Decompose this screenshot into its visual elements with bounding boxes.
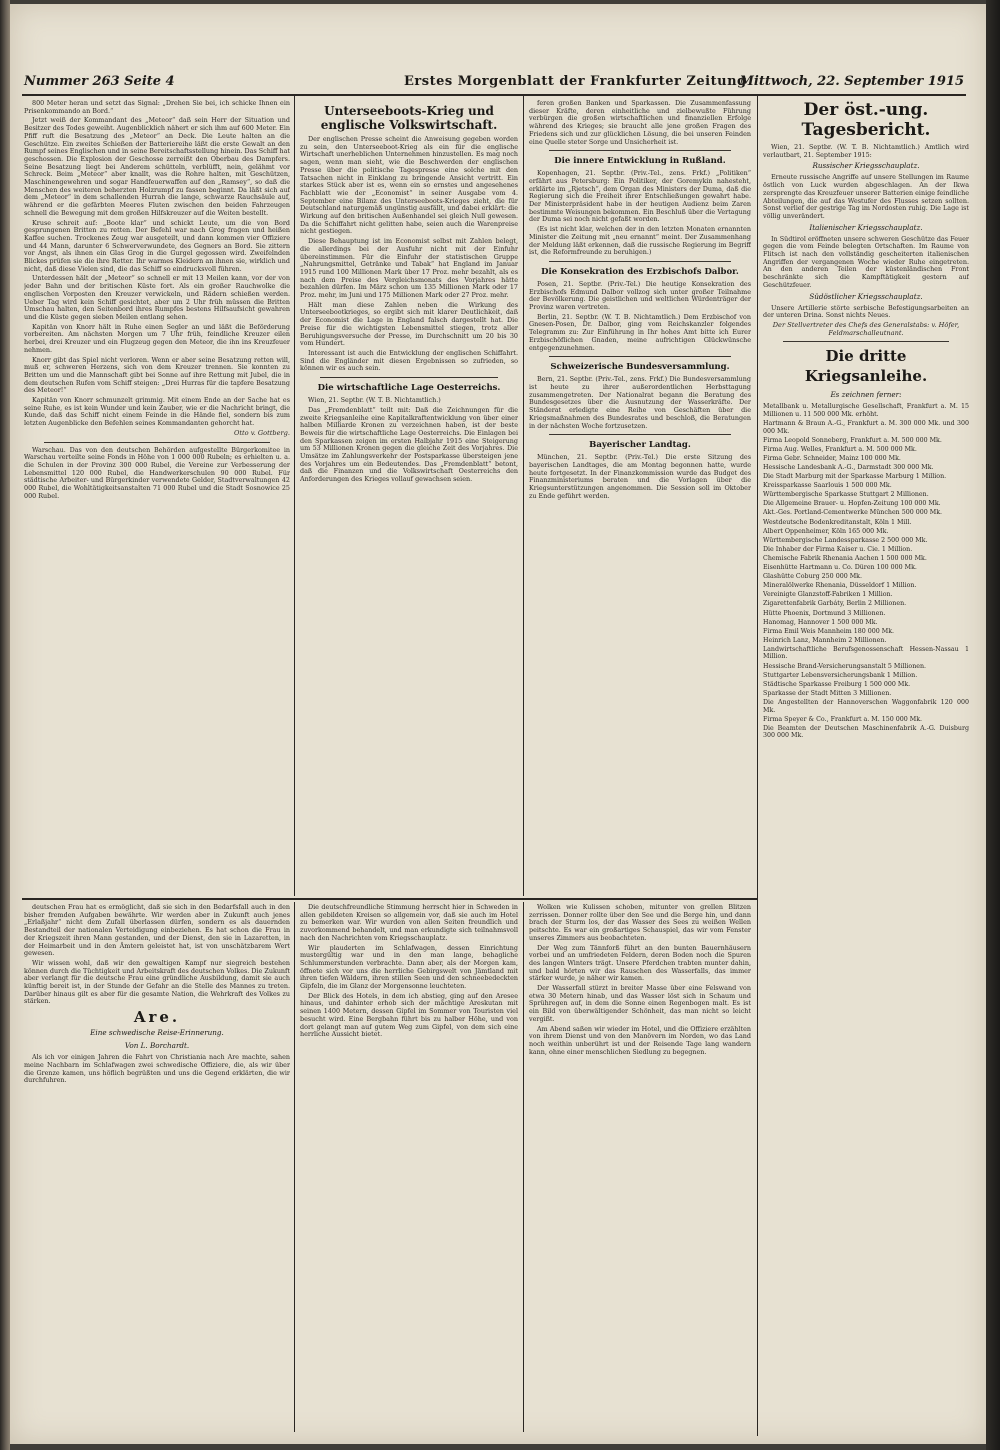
subscriber-entry: Die Inhaber der Firma Kaiser u. Cie. 1 Million. (763, 545, 913, 553)
article-paragraph: Wolken wie Kulissen schoben, mitunter von grellen Blitzen zerrissen. Donner rollte über den See und die Berge hin, und dann brach der Sturm los, der das Wasser des Sees zu weißen Wellen peitschte. Es war ein großartiges Schauspiel, das wir vom Fenster unseres Zimmers aus beobachteten. (529, 904, 751, 942)
subscriber-entry: Eisenhütte Hartmann u. Co. Düren 100 000 Mk. (763, 564, 917, 572)
column-rule (757, 96, 758, 1436)
article-paragraph: Wir wissen wohl, daß wir den gewaltigen Kampf nur siegreich bestehen können durch die Tüchtigkeit und Arbeitskraft des deutschen Volkes. Die Zukunft aber verlangt für die deutsche Frau eine gründliche Ausbildung, damit sie auch künftig bereit ist, in der Stunde der Gefahr an die Stelle des Mannes zu treten. Darüber hinaus gilt es aber für die gesamte Nation, die Wehrkraft des Volkes zu stärken. (24, 958, 290, 1006)
subscriber-entry: Firma Emil Weis Mannheim 180 000 Mk. (763, 627, 895, 635)
section-heading: Südöstlicher Kriegsschauplatz. (809, 291, 923, 301)
subscriber-entry: Kreissparkasse Saarlouis 1 500 000 Mk. (763, 482, 892, 490)
separator (549, 356, 731, 357)
subscriber-entry: Westdeutsche Bodenkreditanstalt, Köln 1 Mill. (763, 518, 912, 526)
article-paragraph: Interessant ist auch die Entwicklung der englischen Schiffahrt. Sind die Engländer mit diesen Ergebnissen so zufrieden, so können wir es auch sein. (300, 348, 518, 373)
article-column-2 (300, 100, 518, 895)
subscriber-entry: Chemische Fabrik Rhenania Aachen 1 500 000 Mk. (763, 554, 927, 562)
subscriber-entry: Sparkasse der Stadt Mitten 3 Millionen. (763, 689, 892, 697)
subscriber-entry: Albert Oppenheimer, Köln 165 000 Mk. (763, 527, 889, 535)
masthead (24, 72, 964, 92)
article-column-1 (24, 100, 290, 895)
subscriber-entry: Die Stadt Marburg mit der Sparkasse Marburg 1 Million. (763, 473, 947, 481)
article-paragraph: Der Weg zum Tännforß führt an den bunten Bauernhäusern vorbei und an umfriedeten Feldern, deren Boden noch die Spuren des langen Winters trägt. Unsere Pferdchen trabten munter dahin, und bald hörten wir das Rauschen des Wasserfalls, das immer stärker wurde, je näher wir kamen. (529, 943, 751, 983)
article-headline: Die dritte Kriegsanleihe. (804, 347, 928, 386)
article-headline: Die wirtschaftliche Lage Oesterreichs. (317, 383, 501, 394)
article-headline: Die innere Entwicklung in Rußland. (554, 156, 726, 167)
article-paragraph: Der englischen Presse scheint die Anweisung gegeben worden zu sein, den Unterseeboot-Krieg als ein für die englische Wirtschaft unerheblichen Unternehmen hinzustellen. Es mag noch sagen, wenn man sieht, wie die Beschwerden der englischen Presse über die politische Tagespresse eine solche mit den Tatsachen nicht in Einklang zu bringende Ansicht vertritt. Ein starkes Stück aber ist es, wenn ein so ernstes und angesehenes Fachblatt wie der „Economist“ in seiner Ausgabe vom 4. September eine Bilanz des Unterseeboots-Krieges zieht, die für Deutschland naturgemäß ungünstig ausfällt, und dabei erklärt: die Wirkung auf den britischen Außenhandel sei gleich Null gewesen. Da die Schiffahrt nicht gelitten habe, seien auch die Warenpreise nicht gestiegen. (300, 135, 518, 236)
subscriber-entry: Die Allgemeine Brauer- u. Hopfen-Zeitung 100 000 Mk. (763, 500, 941, 508)
subscriber-entry: Mineralölwerke Rhenania, Düsseldorf 1 Million. (763, 582, 917, 590)
article-headline: Der öst.-ung. Tagesbericht. (801, 100, 931, 140)
article-paragraph: Wir plauderten im Schlafwagen, dessen Einrichtung mustergültig war und in den man lange, behagliche Schlummerstunden verbrachte. Dann aber, als der Morgen kam, öffnete sich vor uns die herrliche Gebirgswelt von Jämtland mit ihren tiefen Wäldern, ihren stillen Seen und den schneebedeckten Gipfeln, die im Glanz der Morgensonne leuchteten. (300, 943, 518, 991)
separator (783, 341, 949, 342)
article-column-3 (529, 100, 751, 895)
feuilleton-author: Von L. Borchardt. (124, 1041, 190, 1051)
article-paragraph: Die deutschfreundliche Stimmung herrscht hier in Schweden in allen gebildeten Kreisen so allgemein vor, daß sie auch im Hotel zu bemerken war. Wir wurden von allen Seiten freundlich und zuvorkommend behandelt, und man erkundigte sich teilnahmsvoll nach den Nachrichten vom Kriegsschauplatz. (300, 904, 518, 942)
article-paragraph: Am Abend saßen wir wieder im Hotel, und die Offiziere erzählten von ihrem Dienst und von den Manövern im Norden, wo das Land noch weithin unberührt ist und der Reisende Tage lang wandern kann, ohne einer menschlichen Siedlung zu begegnen. (529, 1024, 751, 1056)
feuilleton-title: Are. (133, 1008, 181, 1027)
subscriber-entry: Hütte Phoenix, Dortmund 3 Millionen. (763, 609, 886, 617)
issue-number: Nummer 263 Seite 4 (24, 74, 175, 89)
dateline: Wien, 21. Septbr. (W. T. B. Nichtamtlich.) (308, 396, 441, 405)
subscriber-entry: Vereinigte Glanzstoff-Fabriken 1 Million. (763, 591, 893, 599)
subscriber-entry: Landwirtschaftliche Berufsgenossenschaft Hessen-Nassau 1 Million. (763, 645, 969, 661)
article-headline: Bayerischer Landtag. (589, 440, 691, 451)
article-paragraph: Der Blick des Hotels, in dem ich abstieg, ging auf den Aresee hinaus, und dahinter erhob sich der mächtige Areskutan mit seinen 1400 Metern, dessen Gipfel im Sommer von Touristen viel besucht wird. Eine Bergbahn führt bis zu halber Höhe, und von dort gelangt man auf gutem Weg zum Gipfel, von dem sich eine herrliche Aussicht bietet. (300, 991, 518, 1039)
article-paragraph: In Südtirol eröffneten unsere schweren Geschütze das Feuer gegen die vom Feinde belegten Ortschaften. Im Raume von Flitsch ist nach den vollständig gescheiterten italienischen Angriffen der vergangenen Woche wieder Ruhe eingetreten. An den anderen Teilen der küstenländischen Front beschränkte sich die Kampftätigkeit gestern auf Geschützfeuer. (763, 234, 969, 289)
article-paragraph: Knorr gibt das Spiel nicht verloren. Wenn er aber seine Besatzung retten will, muß er, schweren Herzens, sich von dem Kreuzer trennen. Sie konnten zu Britten um und die Mannschaft gibt bei Sonne auf ihre Rettung mit Jubel, die in dem deutschen Rufen vom Schiff steigen: „Drei Hurras für die tapfere Besatzung des Meteor!“ (24, 355, 290, 395)
subscriber-entry: Hanomag, Hannover 1 500 000 Mk. (763, 618, 878, 626)
article-paragraph: Unsere Artillerie störte serbische Befestigungsarbeiten an der unteren Drina. Sonst nichts Neues. (763, 303, 969, 320)
issue-date: Mittwoch, 22. September 1915 (739, 74, 964, 89)
article-paragraph: Hält man diese Zahlen neben die Wirkung des Unterseebootkrieges, so ergibt sich mit klarer Deutlichkeit, daß der Economist die Lage in England falsch dargestellt hat. Die Preise für die wichtigsten Lebensmittel stiegen, trotz aller Beruhigungsversuche der Presse, im Durchschnitt um 20 bis 30 vom Hundert. (300, 300, 518, 348)
subscriber-entry: Firma Aug. Welles, Frankfurt a. M. 500 000 Mk. (763, 445, 917, 453)
subscriber-entry: Städtische Sparkasse Freiburg 1 500 000 Mk. (763, 680, 911, 688)
newspaper-title: Erstes Morgenblatt der Frankfurter Zeitung (404, 74, 747, 89)
signature: Der Stellvertreter des Chefs des Generalstabs: v. Höfer, Feldmarschalleutnant. (772, 320, 960, 337)
article-headline: Die Konsekration des Erzbischofs Dalbor. (541, 266, 739, 277)
subscriber-entry: Firma Speyer & Co., Frankfurt a. M. 150 000 Mk. (763, 715, 923, 723)
feuilleton-column-2 (300, 904, 518, 1434)
column-rule (523, 902, 524, 1432)
subscriber-entry: Stuttgarter Lebensversicherungsbank 1 Million. (763, 671, 918, 679)
subscriber-entry: Zigarettenfabrik Garbáty, Berlin 2 Millionen. (763, 600, 907, 608)
subscriber-entry: Heinrich Lanz, Mannheim 2 Millionen. (763, 636, 887, 644)
separator (549, 150, 731, 151)
book-spine (0, 0, 10, 1450)
separator (320, 377, 498, 378)
article-paragraph: Kapitän von Knorr schmunzelt grimmig. Mit einem Ende an der Sache hat es seine Ruhe, es ist kein Wunder und kein Zauber, wie er die Nachricht bringt, die Kunde, daß das Schiff nicht einem Feinde in die Hände fiel, sondern bis zum letzten Augenblicke den Befehlen seines Kommandanten gehorcht hat. (24, 396, 290, 428)
article-headline: Unterseeboots-Krieg und englische Volkswirtschaft. (320, 104, 498, 132)
subscriber-entry: Firma Gebr. Schneider, Mainz 100 000 Mk. (763, 454, 901, 462)
page-edge (986, 0, 1000, 1450)
article-paragraph: Berlin, 21. Septbr. (W. T. B. Nichtamtlich.) Dem Erzbischof von Gnesen-Posen, Dr. Dalbor, ging vom Reichskanzler folgendes Telegramm zu: Zur Einführung in Ihr hohes Amt bitte ich Eurer Erzbischöflichen Gnaden, meine aufrichtigen Glückwünsche entgegenzunehmen. (529, 312, 751, 352)
article-column-4 (763, 96, 969, 1436)
article-paragraph: 800 Meter heran und setzt das Signal: „Drehen Sie bei, ich schicke Ihnen ein Prisenkommando an Bord.“ (24, 100, 290, 115)
section-heading: Es zeichnen ferner: (830, 390, 902, 400)
subscriber-entry: Die Angestellten der Hannoverschen Waggonfabrik 120 000 Mk. (763, 698, 969, 714)
article-paragraph: Bern, 21. Septbr. (Priv.-Tel., zens. Frkf.) Die Bundesversammlung ist heute zu ihrer außerordentlichen Herbsttagung zusammengetreten. Der Nationalrat begann die Beratung des Bundesgesetzes über die Ausnutzung der Wasserkräfte. Der Ständerat erledigte eine Reihe von Geschäften über die Kriegsmaßnahmen des Bundesrates und beschloß, die Beratungen in der nächsten Woche fortzusetzen. (529, 375, 751, 430)
subscriber-entry: Hessische Brand-Versicherungsanstalt 5 Millionen. (763, 662, 927, 670)
feuilleton-column-3 (529, 904, 751, 1434)
article-paragraph: Als ich vor einigen Jahren die Fahrt von Christiania nach Are machte, sahen meine Nachbarn im Schlafwagen zwei schwedische Offiziere, die, als wir über die Grenze kamen, uns höflich begrüßten und uns die Gegend erklärten, die wir durchfuhren. (24, 1053, 290, 1085)
subscriber-entry: Firma Leopold Sonneberg, Frankfurt a. M. 500 000 Mk. (763, 436, 942, 444)
separator (44, 442, 270, 443)
subscriber-entry: Württembergische Sparkasse Stuttgart 2 Millionen. (763, 491, 929, 499)
separator (549, 261, 731, 262)
article-paragraph: Diese Behauptung ist im Economist selbst mit Zahlen belegt, die allerdings bei der Ausfuhr nicht mit der Einfuhr übereinstimmen. Für die Einfuhr der statistischen Gruppe „Nahrungsmittel, Getränke und Tabak“ hat England im Januar 1915 rund 100 Millionen Mark über 17 Proz. mehr bezahlt, als es nach dem Preise des Vergleichsmonats des Vorjahres hätte bezahlen dürfen. Im März schon um 135 Millionen Mark oder 17 Proz. mehr, im Juni und 175 Millionen Mark oder 27 Proz. mehr. (300, 237, 518, 300)
column-rule (523, 96, 524, 896)
dateline: Wien, 21. Septbr. (W. T. B. Nichtamtlich.) Amtlich wird verlautbart, 21. September 1915: (763, 143, 969, 159)
subscriber-list (763, 403, 969, 740)
subscriber-entry: Württembergische Landessparkasse 2 500 000 Mk. (763, 536, 928, 544)
feuilleton-column-1 (24, 904, 290, 1434)
feuilleton-subtitle: Eine schwedische Reise-Erinnerung. (90, 1028, 224, 1038)
subscriber-entry: Akt.-Ges. Portland-Cementwerke München 500 000 Mk. (763, 509, 943, 517)
article-paragraph: Kopenhagen, 21. Septbr. (Priv.-Tel., zens. Frkf.) „Politiken“ erfährt aus Petersburg: Ein Politiker, der Goremykin nahesteht, erklärte im „Rjetsch“, dem Organ des Ministers der Duma, daß die Regierung sich die Freiheit ihrer Entschließungen gewahrt habe. Der Ministerpräsident habe in der heutigen Audienz beim Zaren bestimmte Weisungen bekommen. Ein Beschluß über die Vertagung der Duma sei noch nicht gefaßt worden. (529, 169, 751, 224)
article-paragraph: Unterdessen hält der „Meteor“ so schnell er mit 13 Meilen kann, vor der von jeder Bahn und der britischen Küste fort. Als ein großer Rauchwolke die englischen Vorposten den Kreuzer verwickeln, und Rädern schießen werden. Ueber Tag wird kein Schiff gesichtet, aber um 2 Uhr früh müssen die Britten Umschau halten, den Seitenbord ihres Rumpfes bestens Hilfsaufsicht gewahren und die Küste gegen sieben Meilen entlang sehen. (24, 274, 290, 321)
subscriber-entry: Hessische Landesbank A.-G., Darmstadt 300 000 Mk. (763, 464, 934, 472)
article-paragraph: München, 21. Septbr. (Priv.-Tel.) Die erste Sitzung des bayerischen Landtages, die am Montag begonnen hatte, wurde heute fortgesetzt. In der Finanzkommission wurde das Budget des Finanzministeriums beraten und die Vorlagen über die Kriegsunterstützungen angenommen. Die Session soll im Oktober zu Ende geführt werden. (529, 453, 751, 500)
article-paragraph: Posen, 21. Septbr. (Priv.-Tel.) Die heutige Konsekration des Erzbischofs Edmund Dalbor vollzog sich unter großer Teilnahme der Bevölkerung. Die geistlichen und weltlichen Würdenträger der Provinz waren vertreten. (529, 279, 751, 312)
article-paragraph: Kapitän von Knorr hält in Ruhe einen Segler an und läßt die Beförderung vorbereiten. Am nächsten Morgen um 7 Uhr früh, feindliche Kreuzer eilen herbei, drei Kreuzer und ein Flugzeug gegen den Meteor, die ihn ins Kreuzfeuer nehmen. (24, 322, 290, 354)
subscriber-entry: Metallbank u. Metallurgische Gesellschaft, Frankfurt a. M. 15 Millionen u. 11 500 000 Mk. erhöht. (763, 403, 969, 418)
article-paragraph: Der Wasserfall stürzt in breiter Masse über eine Felswand von etwa 30 Metern hinab, und das Wasser löst sich in Schaum und Sprühregen auf, in dem die Sonne einen Regenbogen malt. Es ist ein Bild von überwältigender Schönheit, das man nicht so leicht vergißt. (529, 984, 751, 1023)
column-rule (294, 96, 295, 896)
article-paragraph: Kruse schreit auf: „Boote klar“ und schickt Leute, um die von Bord gesprungenen Britten zu retten. Der Befehl war nach Grog fragen und heißen Kaffee suchen. Trockenes Zeug war ausgeteilt, und dann kommen vier Offiziere und 44 Mann, darunter 6 Schwerverwundete, des Gegners an Bord. Sie zittern vor Angst, als ihnen ein Glas Grog in die Gurgel gegossen wird. Zweifelnden Blickes prüfen sie die ihre Retter. Ihr warmes Kleidern an ihnen sie, wirklich und nicht, daß diese Vielen sind, die das Schiff so eindrucksvoll führen. (24, 218, 290, 273)
article-paragraph: deutschen Frau hat es ermöglicht, daß sie sich in den Bedarfsfall auch in den bisher fremden Aufgaben bewährte. Wir werden aber in Zukunft auch jenes „Erlaßjahr“ nicht dem Zufall überlassen dürfen, sondern es als dauernden Bestandteil der nationalen Verteidigung einbeziehen. Es hat schon die Frau in der Kriegszeit ihren Mann gestanden, und der Dienst, den sie in Lazaretten, in der Heimarbeit und in den Ämtern geleistet hat, ist von unschätzbarem Wert gewesen. (24, 904, 290, 958)
section-heading: Russischer Kriegsschauplatz. (812, 161, 920, 171)
article-paragraph: Das „Fremdenblatt“ teilt mit: Daß die Zeichnungen für die zweite Kriegsanleihe eine Kapitalkraftentwicklung von über einer halben Milliarde Kronen zu verzeichnen haben, ist der beste Beweis für die wirtschaftliche Lage Oesterreichs. Die Einlagen bei den Sparkassen zeigen im ersten Halbjahr 1915 eine Steigerung um 53 Millionen Kronen gegen die gleiche Zeit des Vorjahres. Die Umsätze im Zahlungsverkehr der Postsparkasse übersteigen jene des Vorjahres um ein Bedeutendes. Das „Fremdenblatt“ betont, daß die Finanzen und die Volkswirtschaft Oesterreichs den Anforderungen des Krieges vollauf gewachsen seien. (300, 405, 518, 484)
news-item: Warschau. Das von den deutschen Behörden aufgestellte Bürgerkomitee in Warschau verteilte seine Fonds in Höhe von 1 000 000 Rubeln; es erhielten u. a. die Schulen in der Provinz 300 000 Rubel, die Vereine zur Verbesserung der Lebensmittel 120 000 Rubel, die Handwerkerschulen 90 000 Rubel. Für städtische Arbeiter- und Bürgerkinder verwendete Gelder, Stadtverwaltungen 42 000 Rubel, die Wohltätigkeitsanstalten 71 000 Rubel und die Stadt Sosnowice 25 000 Rubel. (24, 445, 290, 500)
article-author: Otto v. Gottberg. (233, 428, 290, 437)
article-paragraph: (Es ist nicht klar, welchen der in den letzten Monaten ernannten Minister die Zeitung mit „neu ernannt“ meint. Der Zusammenhang der Meldung läßt erkennen, daß die russische Regierung im Begriff ist, die Reformfreunde zu beruhigen.) (529, 225, 751, 257)
article-headline: Schweizerische Bundesversammlung. (550, 362, 730, 373)
separator (549, 434, 731, 435)
article-paragraph: feren großen Banken und Sparkassen. Die Zusammenfassung dieser Kräfte, deren einheitliche und zielbewußte Führung verbürgen die großen wirtschaftlichen und finanziellen Erfolge während des Krieges; sie braucht alle jene großen Fragen des Friedens sich und zur glücklichen Lösung, die bei unseren Feinden eine Quelle steter Sorge und Unsicherheit ist. (529, 100, 751, 146)
column-rule (294, 902, 295, 1432)
subscriber-entry: Die Beamten der Deutschen Maschinenfabrik A.-G. Duisburg 300 000 Mk. (763, 724, 969, 740)
article-paragraph: Jetzt weiß der Kommandant des „Meteor“ daß sein Herr der Situation und Besitzer des Todes geweiht. Augenblicklich nähert er sich ihm auf 600 Meter. Ein Pfiff ruft die Besatzung des „Meteor“ an Deck. Die Leute halten an die Geschütze. Ein zweites Schießen der Batteriereihe läßt die erste Gewalt an den Rumpf seines Englischen und in seine Bereitschaftsstellung hinein. Das Schiff hat geschossen. Die Explosion der Geschosse zerreißt den Oberbau des Dampfers. Seine Besatzung liegt bei Anderem schütteln, verblüfft, nein, gelähmt vor Schreck. Beim „Meteor“ aber knallt, was die Rohre halten, mit Geschützen, Maschinengewehren und sogar Handfeuerwaffen auf den „Ramsey“, so daß die Menschen des weiteren beherzten Holzrumpf zu fassen beginnt. Da läßt sich auf dem „Meteor“ in dem schallenden Hurrah die lange, schwarze Rauchsäule auf, während er die gefärbten Meeres Fluten zwischen den beiden Fahrzeugen schnell die Bewegung mit dem großen Hilfskreuzer auf die Weiten bestellt. (24, 116, 290, 217)
section-heading: Italienischer Kriegsschauplatz. (809, 222, 923, 232)
subscriber-entry: Hartmann & Braun A.-G., Frankfurt a. M. 300 000 Mk. und 300 000 Mk. (763, 420, 969, 435)
feuilleton-rule (22, 898, 757, 900)
article-paragraph: Erneute russische Angriffe auf unsere Stellungen im Raume östlich von Luck wurden abgeschlagen. An der Ikwa zersprengte das Kreuzfeuer unserer Batterien einige feindliche Abteilungen, die auf das Westufer des Flusses setzen sollten. Sonst verlief der gestrige Tag im Nordosten ruhig. Die Lage ist völlig unverändert. (763, 173, 969, 220)
subscriber-entry: Glashütte Coburg 250 000 Mk. (763, 573, 862, 581)
